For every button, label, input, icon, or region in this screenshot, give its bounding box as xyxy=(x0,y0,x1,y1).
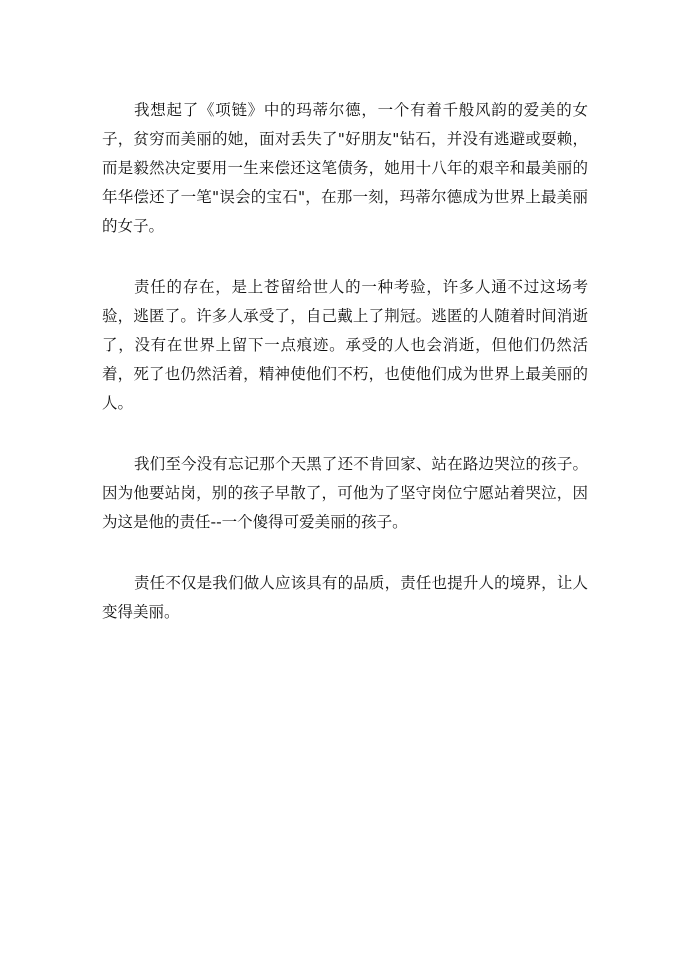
paragraph-3: 我们至今没有忘记那个天黑了还不肯回家、站在路边哭泣的孩子。因为他要站岗，别的孩子早散了，可他为了坚守岗位宁愿站着哭泣，因为这是他的责任--一个傻得可爱美丽的孩子。 xyxy=(102,455,588,531)
paragraph-2: 责任的存在，是上苍留给世人的一种考验，许多人通不过这场考验，逃匿了。许多人承受了，自己戴上了荆冠。逃匿的人随着时间消逝了，没有在世界上留下一点痕迹。承受的人也会消逝，但他们仍然活着，死了也仍然活着，精神使他们不朽，也使他们成为世界上最美丽的人。 xyxy=(102,278,588,412)
paragraph-1: 我想起了《项链》中的玛蒂尔德，一个有着千般风韵的爱美的女子，贫穷而美丽的她，面对丢失了"好朋友"钻石，并没有逃避或耍赖，而是毅然决定要用一生来偿还这笔债务，她用十八年的艰辛和最美丽的年华偿还了一笔"误会的宝石"，在那一刻，玛蒂尔德成为世界上最美丽的女子。 xyxy=(102,101,588,235)
document-body xyxy=(102,96,588,627)
paragraph-4: 责任不仅是我们做人应该具有的品质，责任也提升人的境界，让人变得美丽。 xyxy=(102,574,588,621)
